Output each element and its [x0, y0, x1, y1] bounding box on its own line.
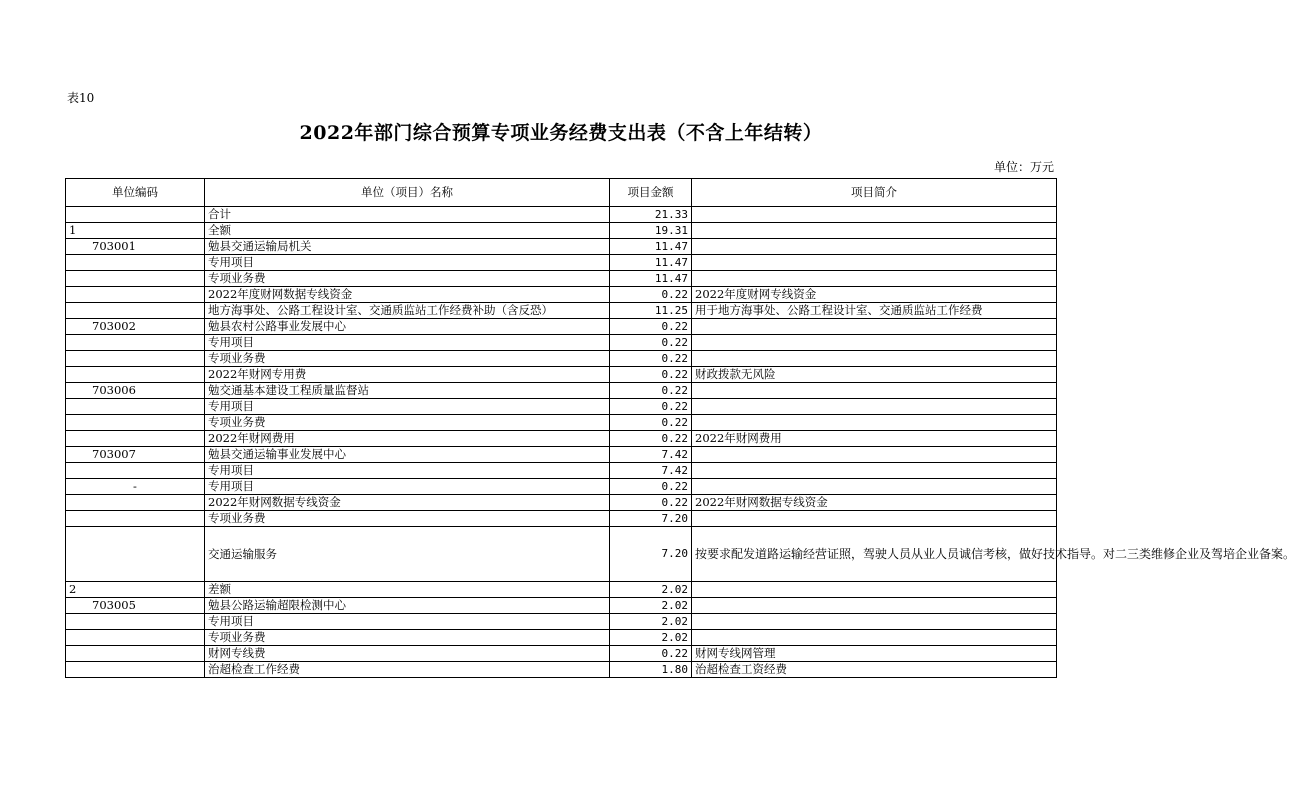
cell-amount: 0.22	[610, 399, 692, 415]
cell-amount: 7.42	[610, 463, 692, 479]
cell-unit-code	[66, 495, 205, 511]
table-row	[66, 614, 1057, 630]
cell-description	[692, 271, 1057, 287]
cell-amount: 0.22	[610, 319, 692, 335]
cell-unit-code	[66, 511, 205, 527]
cell-description	[692, 223, 1057, 239]
cell-unit-code: 703001	[66, 239, 205, 255]
cell-unit-name: 专项业务费	[205, 415, 610, 431]
cell-description	[692, 319, 1057, 335]
cell-description	[692, 511, 1057, 527]
cell-unit-code	[66, 271, 205, 287]
cell-amount: 0.22	[610, 646, 692, 662]
column-header-code: 单位编码	[66, 179, 205, 207]
cell-unit-name: 差额	[205, 582, 610, 598]
cell-unit-name: 2022年财网费用	[205, 431, 610, 447]
cell-unit-code	[66, 367, 205, 383]
cell-amount: 11.25	[610, 303, 692, 319]
cell-unit-code	[66, 415, 205, 431]
table-row	[66, 582, 1057, 598]
table-row	[66, 335, 1057, 351]
cell-amount: 0.22	[610, 287, 692, 303]
table-row	[66, 351, 1057, 367]
cell-unit-code: 703006	[66, 383, 205, 399]
cell-unit-name: 勉县公路运输超限检测中心	[205, 598, 610, 614]
cell-unit-code	[66, 255, 205, 271]
cell-amount: 2.02	[610, 614, 692, 630]
table-row	[66, 415, 1057, 431]
table-row	[66, 271, 1057, 287]
cell-unit-code	[66, 207, 205, 223]
table-row	[66, 495, 1057, 511]
cell-unit-code: -	[66, 479, 205, 495]
cell-unit-code	[66, 614, 205, 630]
cell-amount: 0.22	[610, 383, 692, 399]
cell-description: 治超检查工资经费	[692, 662, 1057, 678]
table-header-row	[66, 179, 1057, 207]
cell-description	[692, 351, 1057, 367]
cell-unit-name: 2022年财网专用费	[205, 367, 610, 383]
cell-unit-name: 勉交通基本建设工程质量监督站	[205, 383, 610, 399]
cell-amount: 0.22	[610, 415, 692, 431]
cell-unit-name: 专项业务费	[205, 271, 610, 287]
cell-description: 用于地方海事处、公路工程设计室、交通质监站工作经费	[692, 303, 1057, 319]
cell-amount: 1.80	[610, 662, 692, 678]
cell-unit-name: 专用项目	[205, 255, 610, 271]
cell-unit-name: 地方海事处、公路工程设计室、交通质监站工作经费补助（含反恐）	[205, 303, 610, 319]
unit-label: 单位：万元	[993, 160, 1054, 174]
cell-unit-code: 703005	[66, 598, 205, 614]
cell-unit-code	[66, 662, 205, 678]
cell-description	[692, 255, 1057, 271]
table-row	[66, 287, 1057, 303]
cell-unit-name: 勉县交通运输事业发展中心	[205, 447, 610, 463]
cell-amount: 11.47	[610, 255, 692, 271]
table-row	[66, 527, 1057, 582]
cell-description	[692, 399, 1057, 415]
cell-unit-code	[66, 287, 205, 303]
table-row	[66, 367, 1057, 383]
cell-amount: 7.20	[610, 511, 692, 527]
cell-unit-code	[66, 303, 205, 319]
cell-unit-name: 2022年度财网数据专线资金	[205, 287, 610, 303]
table-row	[66, 399, 1057, 415]
table-row	[66, 662, 1057, 678]
cell-amount: 2.02	[610, 582, 692, 598]
cell-unit-name: 治超检查工作经费	[205, 662, 610, 678]
table-row	[66, 303, 1057, 319]
cell-unit-code: 703007	[66, 447, 205, 463]
column-header-name: 单位（项目）名称	[205, 179, 610, 207]
budget-table	[65, 178, 1295, 678]
cell-description	[692, 239, 1057, 255]
cell-amount: 21.33	[610, 207, 692, 223]
cell-description: 财政拨款无风险	[692, 367, 1057, 383]
cell-amount: 0.22	[610, 367, 692, 383]
cell-description	[692, 383, 1057, 399]
table-row	[66, 319, 1057, 335]
cell-unit-code: 2	[66, 582, 205, 598]
cell-unit-code	[66, 630, 205, 646]
cell-unit-name: 全额	[205, 223, 610, 239]
cell-description	[692, 207, 1057, 223]
cell-unit-name: 2022年财网数据专线资金	[205, 495, 610, 511]
cell-unit-code	[66, 399, 205, 415]
cell-amount: 0.22	[610, 431, 692, 447]
cell-unit-code	[66, 463, 205, 479]
cell-description	[692, 630, 1057, 646]
page-title: 2022年部门综合预算专项业务经费支出表（不含上年结转）	[299, 122, 823, 144]
cell-unit-name: 专用项目	[205, 479, 610, 495]
cell-amount: 2.02	[610, 630, 692, 646]
cell-unit-code	[66, 351, 205, 367]
table-row	[66, 630, 1057, 646]
cell-unit-name: 专项业务费	[205, 351, 610, 367]
cell-unit-code	[66, 335, 205, 351]
cell-amount: 0.22	[610, 351, 692, 367]
table-row	[66, 511, 1057, 527]
cell-unit-name: 勉县农村公路事业发展中心	[205, 319, 610, 335]
cell-unit-code	[66, 431, 205, 447]
cell-description	[692, 415, 1057, 431]
cell-unit-name: 专用项目	[205, 463, 610, 479]
cell-unit-code: 1	[66, 223, 205, 239]
cell-unit-name: 财网专线费	[205, 646, 610, 662]
cell-description: 按要求配发道路运输经营证照，驾驶人员从业人员诚信考核，做好技术指导。对二三类维修企业及驾培企业备案。	[692, 527, 1057, 582]
cell-unit-name: 专用项目	[205, 614, 610, 630]
cell-amount: 7.20	[610, 527, 692, 582]
table-row	[66, 431, 1057, 447]
table-row	[66, 255, 1057, 271]
cell-unit-name: 专项业务费	[205, 630, 610, 646]
cell-unit-name: 专用项目	[205, 399, 610, 415]
cell-unit-name: 勉县交通运输局机关	[205, 239, 610, 255]
cell-description: 2022年财网数据专线资金	[692, 495, 1057, 511]
cell-amount: 0.22	[610, 335, 692, 351]
cell-unit-code: 703002	[66, 319, 205, 335]
table-row	[66, 463, 1057, 479]
table-row	[66, 447, 1057, 463]
table-body	[66, 207, 1295, 678]
cell-description	[692, 447, 1057, 463]
cell-amount: 0.22	[610, 495, 692, 511]
cell-unit-name: 专项业务费	[205, 511, 610, 527]
cell-description	[692, 479, 1057, 495]
table-row	[66, 239, 1057, 255]
cell-description	[692, 614, 1057, 630]
table-row	[66, 223, 1057, 239]
cell-description: 2022年财网费用	[692, 431, 1057, 447]
cell-unit-code	[66, 646, 205, 662]
cell-description: 2022年度财网专线资金	[692, 287, 1057, 303]
cell-description: 财网专线网管理	[692, 646, 1057, 662]
column-header-amount: 项目金额	[610, 179, 692, 207]
cell-amount: 2.02	[610, 598, 692, 614]
table-number: 表10	[67, 91, 95, 105]
table-row	[66, 598, 1057, 614]
table-row	[66, 207, 1057, 223]
cell-description	[692, 582, 1057, 598]
cell-amount: 7.42	[610, 447, 692, 463]
cell-description	[692, 598, 1057, 614]
cell-unit-name: 合计	[205, 207, 610, 223]
table-row	[66, 479, 1057, 495]
table-row	[66, 383, 1057, 399]
cell-unit-name: 交通运输服务	[205, 527, 610, 582]
cell-unit-code	[66, 527, 205, 582]
cell-amount: 11.47	[610, 239, 692, 255]
cell-amount: 0.22	[610, 479, 692, 495]
cell-description	[692, 463, 1057, 479]
cell-amount: 19.31	[610, 223, 692, 239]
cell-unit-name: 专用项目	[205, 335, 610, 351]
table-row	[66, 646, 1057, 662]
cell-description	[692, 335, 1057, 351]
column-header-description: 项目简介	[692, 179, 1057, 207]
cell-amount: 11.47	[610, 271, 692, 287]
